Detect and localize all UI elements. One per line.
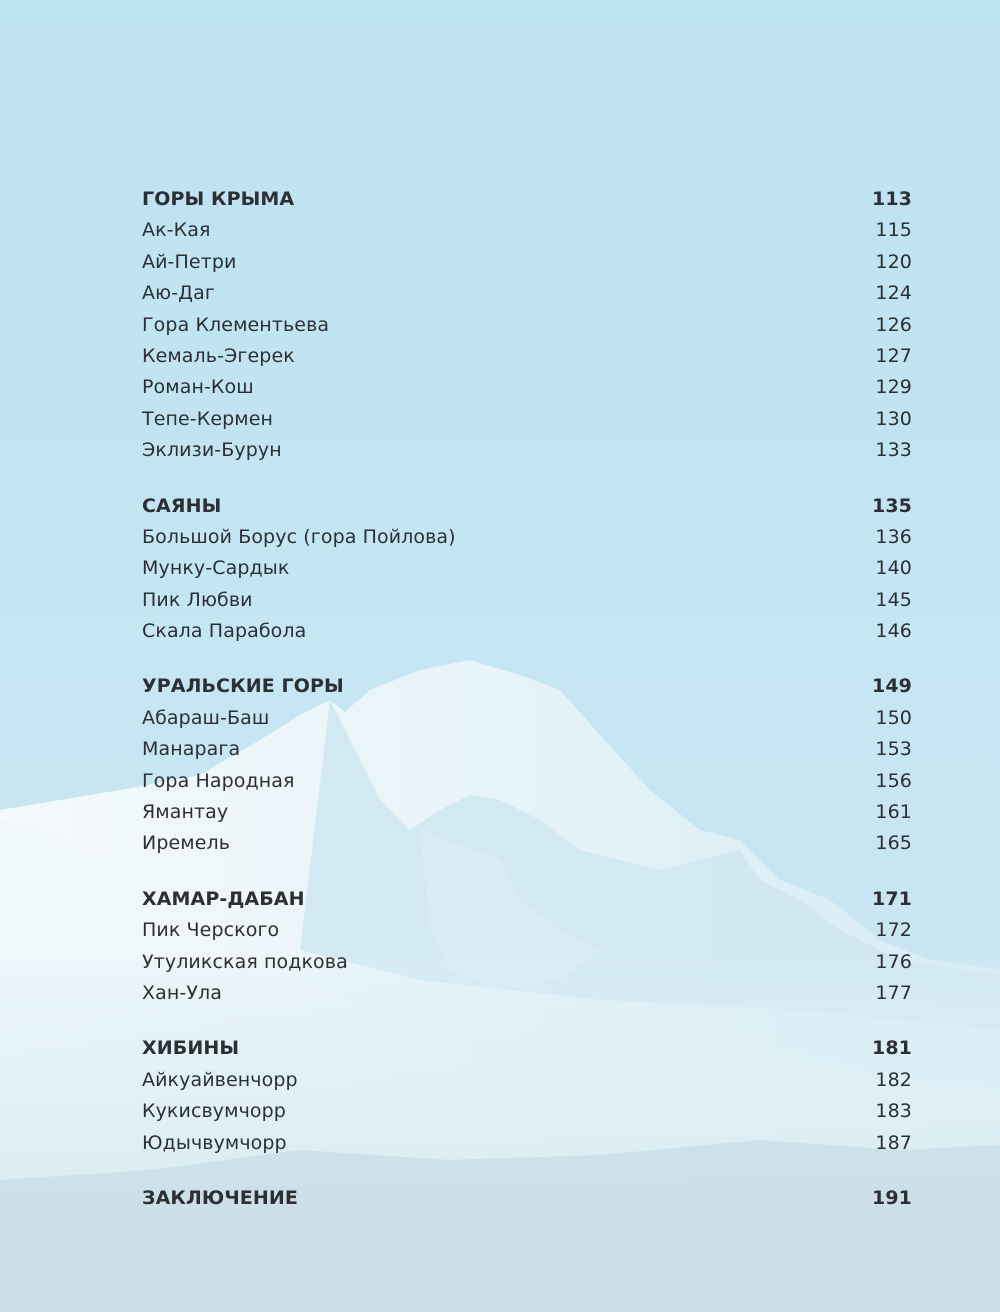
entry-page-number: 140 <box>875 557 912 580</box>
entry-page-number: 182 <box>875 1068 912 1091</box>
toc-entry <box>142 247 912 278</box>
toc-section-heading <box>142 671 912 702</box>
entry-page-number: 153 <box>875 738 912 761</box>
entry-page-number: 146 <box>875 620 912 643</box>
toc-entry <box>142 978 912 1009</box>
toc-entry <box>142 1065 912 1096</box>
entry-title: Роман-Кош <box>142 376 254 399</box>
toc-entry <box>142 278 912 309</box>
toc-entry <box>142 404 912 435</box>
toc-entry <box>142 372 912 403</box>
entry-title: Ак-Кая <box>142 219 211 242</box>
section-title: ГОРЫ КРЫМА <box>142 188 295 210</box>
entry-page-number: 172 <box>875 919 912 942</box>
section-page-number: 171 <box>872 887 912 910</box>
entry-page-number: 129 <box>875 376 912 399</box>
entry-page-number: 165 <box>875 832 912 855</box>
entry-page-number: 150 <box>875 706 912 729</box>
entry-page-number: 156 <box>875 769 912 792</box>
toc-section <box>142 491 912 648</box>
entry-page-number: 126 <box>875 313 912 336</box>
entry-title: Пик Черского <box>142 919 280 942</box>
toc-entry <box>142 828 912 859</box>
entry-page-number: 177 <box>875 981 912 1004</box>
entry-page-number: 127 <box>875 344 912 367</box>
entry-title: Иремель <box>142 832 231 855</box>
toc-section-heading <box>142 1033 912 1064</box>
toc-entry <box>142 310 912 341</box>
entry-title: Большой Борус (гора Пойлова) <box>142 525 456 548</box>
toc-entry <box>142 616 912 647</box>
toc-section <box>142 1033 912 1159</box>
toc-section <box>142 671 912 859</box>
table-of-contents <box>142 184 912 1214</box>
entry-title: Кукисвумчорр <box>142 1100 286 1123</box>
entry-title: Абараш-Баш <box>142 706 270 729</box>
entry-page-number: 176 <box>875 950 912 973</box>
section-title: ХИБИНЫ <box>142 1037 240 1060</box>
section-title: УРАЛЬСКИЕ ГОРЫ <box>142 675 344 698</box>
toc-section-heading <box>142 884 912 915</box>
toc-section-heading <box>142 491 912 522</box>
toc-entry <box>142 947 912 978</box>
entry-title: Гора Народная <box>142 769 295 792</box>
entry-title: Скала Парабола <box>142 620 307 643</box>
entry-page-number: 133 <box>875 439 912 462</box>
entry-title: Ямантау <box>142 801 229 824</box>
entry-title: Манарага <box>142 738 241 761</box>
entry-title: Тепе-Кермен <box>142 407 274 430</box>
entry-title: Ай-Петри <box>142 250 237 273</box>
section-page-number: 135 <box>872 494 912 517</box>
toc-entry <box>142 797 912 828</box>
toc-entry <box>142 215 912 246</box>
entry-page-number: 115 <box>875 219 912 242</box>
entry-title: Юдычвумчорр <box>142 1131 287 1154</box>
section-title: ЗАКЛЮЧЕНИЕ <box>142 1186 298 1209</box>
toc-entry <box>142 341 912 372</box>
toc-entry <box>142 1128 912 1159</box>
toc-entry <box>142 766 912 797</box>
entry-title: Кемаль-Эгерек <box>142 344 295 367</box>
entry-title: Хан-Ула <box>142 981 223 1004</box>
toc-section-heading <box>142 184 912 215</box>
section-page-number: 113 <box>872 188 912 210</box>
toc-entry <box>142 734 912 765</box>
toc-entry <box>142 915 912 946</box>
entry-page-number: 124 <box>875 282 912 305</box>
entry-page-number: 187 <box>875 1131 912 1154</box>
section-title: САЯНЫ <box>142 494 222 517</box>
entry-title: Утуликская подкова <box>142 950 348 973</box>
entry-page-number: 161 <box>875 801 912 824</box>
toc-section <box>142 184 912 467</box>
section-page-number: 191 <box>872 1186 912 1209</box>
toc-entry <box>142 703 912 734</box>
entry-page-number: 130 <box>875 407 912 430</box>
entry-title: Эклизи-Бурун <box>142 439 282 462</box>
entry-page-number: 145 <box>875 588 912 611</box>
toc-section-heading <box>142 1183 912 1214</box>
entry-page-number: 120 <box>875 250 912 273</box>
entry-title: Айкуайвенчорр <box>142 1068 298 1091</box>
toc-entry <box>142 553 912 584</box>
toc-section <box>142 1183 912 1214</box>
entry-title: Аю-Даг <box>142 282 215 305</box>
toc-entry <box>142 585 912 616</box>
toc-section <box>142 884 912 1010</box>
section-title: ХАМАР-ДАБАН <box>142 887 305 910</box>
entry-title: Мунку-Сардык <box>142 557 290 580</box>
toc-entry <box>142 435 912 466</box>
section-page-number: 181 <box>872 1037 912 1060</box>
entry-page-number: 136 <box>875 525 912 548</box>
entry-page-number: 183 <box>875 1100 912 1123</box>
entry-title: Гора Клементьева <box>142 313 330 336</box>
toc-entry <box>142 1096 912 1127</box>
entry-title: Пик Любви <box>142 588 253 611</box>
toc-entry <box>142 522 912 553</box>
section-page-number: 149 <box>872 675 912 698</box>
